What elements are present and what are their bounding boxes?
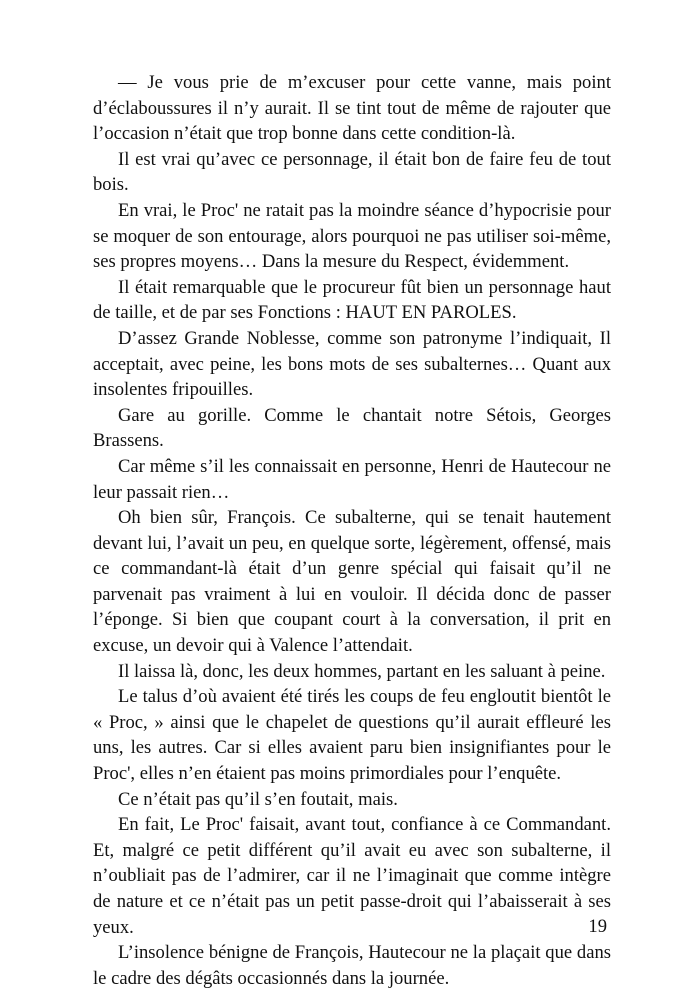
paragraph: En vrai, le Proc' ne ratait pas la moindre séance d’hypocrisie pour se moquer de son entourage, alors pourquoi ne pas utiliser soi-même, ses propres moyens… Dans la mesure du Respect, évidemment.: [93, 199, 611, 273]
paragraph: Le talus d’où avaient été tirés les coups de feu engloutit bientôt le « Proc, » ainsi que le chapelet de questions qu’il aurait effleuré les uns, les autres. Car si elles avaient paru bien insignifiantes pour le Proc', elles n’en étaient pas moins primordiales pour l’enquête.: [93, 686, 611, 785]
page-number: 19: [588, 916, 607, 937]
paragraph: — Je vous prie de m’excuser pour cette vanne, mais point d’éclaboussures il n’y aurait. Il se tint tout de même de rajouter que l’occasion n’était que trop bonne dans cette condition-là.: [93, 72, 611, 145]
paragraph: Oh bien sûr, François. Ce subalterne, qui se tenait hautement devant lui, l’avait un peu, en quelque sorte, légèrement, offensé, mais ce commandant-là était d’un genre spécial qui faisait qu’il ne parvenait pas vraiment à lui en vouloir. Il décida donc de passer l’éponge. Si bien que coupant court à la conversation, il prit en excuse, un devoir qui à Valence l’attendait.: [93, 507, 611, 657]
paragraph: En fait, Le Proc' faisait, avant tout, confiance à ce Commandant. Et, malgré ce petit différent qu’il avait eu avec son subalterne, il n’oubliait pas de l’admirer, car il ne l’imaginait que comme intègre de nature et ce n’était pas un petit passe-droit qui l’abaisserait à ses yeux.: [93, 814, 611, 938]
paragraph: Gare au gorille. Comme le chantait notre Sétois, Georges Brassens.: [93, 404, 611, 452]
paragraph: D’assez Grande Noblesse, comme son patronyme l’indiquait, Il acceptait, avec peine, les bons mots de ses subalternes… Quant aux insolentes fripouilles.: [93, 327, 611, 401]
paragraph: Il est vrai qu’avec ce personnage, il était bon de faire feu de tout bois.: [93, 148, 611, 196]
paragraph: L’insolence bénigne de François, Hautecour ne la plaçait que dans le cadre des dégâts occasionnés dans la journée.: [93, 942, 611, 989]
paragraph: Ce n’était pas qu’il s’en foutait, mais.: [118, 788, 398, 810]
paragraph: Il laissa là, donc, les deux hommes, partant en les saluant à peine.: [118, 660, 606, 682]
paragraph: Car même s’il les connaissait en personne, Henri de Hautecour ne leur passait rien…: [93, 455, 611, 503]
page-body: [93, 70, 611, 991]
paragraph: Il était remarquable que le procureur fût bien un personnage haut de taille, et de par ses Fonctions : HAUT EN PAROLES.: [93, 276, 611, 324]
